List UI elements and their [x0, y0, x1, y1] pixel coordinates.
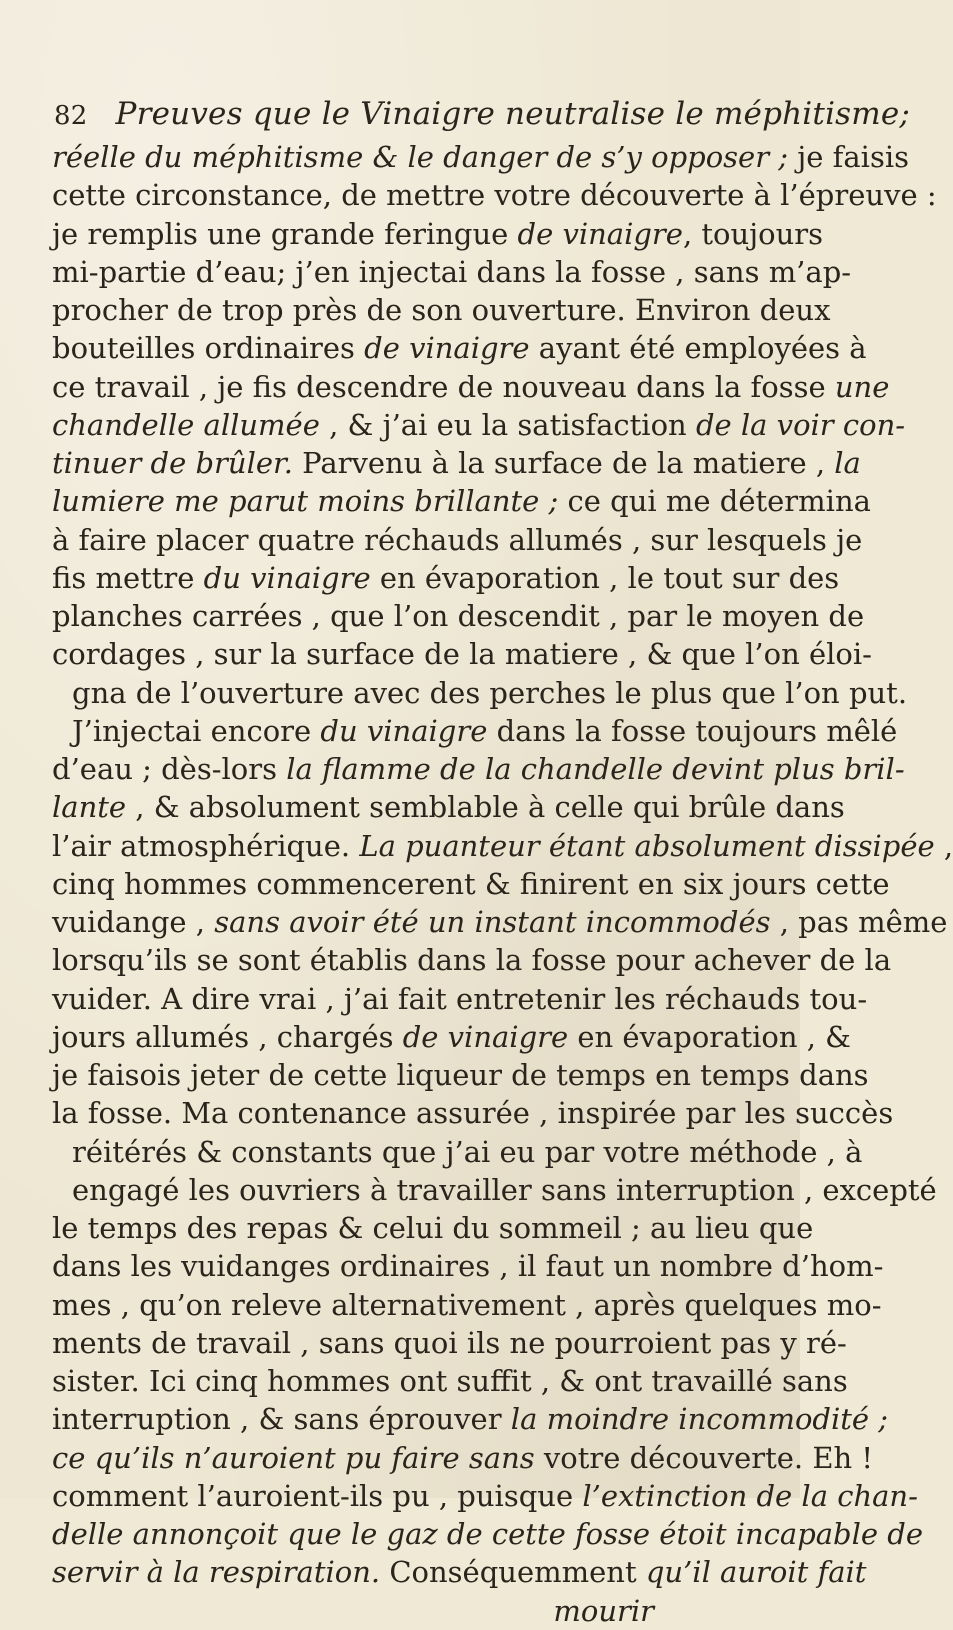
text-segment: je faisois jeter de cette liqueur de temps en temps dans — [52, 1058, 869, 1092]
text-line — [52, 827, 953, 865]
text-segment: lorsqu’ils se sont établis dans la fosse pour achever de la — [52, 943, 892, 978]
text-line — [52, 941, 892, 979]
text-segment: qu’il auroit fait — [645, 1555, 867, 1590]
text-segment: J’injectai encore — [72, 713, 321, 748]
text-line — [52, 138, 909, 176]
text-segment: Parvenu à la surface de la matiere , — [292, 446, 835, 480]
text-segment: l’extinction de la chan- — [582, 1478, 918, 1513]
text-segment: à faire placer quatre réchauds allumés , sur lesquels je — [52, 522, 863, 557]
text-segment: , & j’ai eu la satisfaction — [319, 407, 696, 442]
text-segment: réitérés & constants que j’ai eu par votre méthode , à — [72, 1134, 863, 1169]
text-segment: la moindre incommodité ; — [510, 1402, 889, 1437]
text-line — [52, 1094, 894, 1132]
text-line — [52, 444, 861, 482]
text-segment: lumiere me parut moins brillante ; — [52, 484, 559, 519]
text-line — [52, 750, 905, 788]
text-line — [52, 482, 871, 520]
text-line — [52, 1171, 937, 1209]
text-segment: chandelle allumée — [52, 407, 320, 442]
text-segment: delle annonçoit que le gaz de cette fosse étoit incapable de — [52, 1517, 923, 1551]
text-line — [52, 788, 845, 826]
text-line — [52, 1247, 884, 1285]
text-segment: mi-partie d’eau; j’en injectai dans la fosse , sans m’ap- — [52, 254, 852, 289]
text-segment: engagé les ouvriers à travailler sans interruption , excepté — [72, 1172, 937, 1207]
text-segment: bouteilles ordinaires — [52, 331, 365, 366]
text-segment: le temps des repas & celui du sommeil ; au lieu que — [52, 1211, 814, 1245]
text-segment: cinq hommes commencerent & finirent en six jours cette — [52, 866, 890, 901]
text-line — [52, 1477, 918, 1515]
text-segment: Conséquemment — [380, 1555, 646, 1590]
running-title: Preuves que le Vinaigre neutralise le méphitisme; — [115, 96, 911, 132]
text-segment: de vinaigre — [517, 216, 683, 251]
text-segment: jours allumés , chargés — [52, 1019, 403, 1054]
text-line — [52, 291, 831, 329]
text-segment: cette circonstance, de mettre votre découverte à l’épreuve : — [52, 178, 937, 213]
text-segment: la — [834, 446, 861, 480]
text-segment: de vinaigre — [402, 1019, 569, 1054]
text-line — [52, 1286, 882, 1324]
text-segment: l’air atmosphérique. — [52, 828, 360, 863]
running-header — [54, 96, 910, 132]
text-line — [52, 329, 867, 367]
text-line — [52, 559, 840, 597]
text-segment: en évaporation , & — [568, 1019, 851, 1054]
text-line — [52, 597, 865, 635]
text-segment: dans les vuidanges ordinaires , il faut un nombre d’hom- — [52, 1249, 884, 1284]
text-segment: planches carrées , que l’on descendit , par le moyen de — [52, 599, 865, 633]
page-number: 82 — [54, 101, 88, 131]
text-segment: la flamme de la chandelle devint plus bril- — [286, 752, 905, 786]
text-segment: du vinaigre — [203, 560, 371, 595]
text-line — [52, 253, 852, 291]
text-segment: , — [934, 828, 953, 863]
text-segment: de la voir con- — [695, 407, 906, 442]
text-segment: du vinaigre — [320, 713, 488, 748]
text-segment: la fosse. Ma contenance assurée , inspirée par les succès — [52, 1096, 894, 1131]
text-segment: servir à la respiration. — [52, 1555, 381, 1590]
text-segment: La puanteur étant absolument dissipée — [359, 828, 935, 863]
text-segment: vuider. A dire vrai , j’ai fait entretenir les réchauds tou- — [52, 981, 868, 1016]
text-line — [52, 1209, 814, 1247]
text-segment: comment l’auroient-ils pu , puisque — [52, 1478, 583, 1513]
text-line — [52, 1515, 923, 1553]
text-segment: , & absolument semblable à celle qui brûle dans — [126, 790, 845, 825]
text-line — [52, 215, 824, 253]
text-segment: dans la fosse toujours mêlé — [487, 713, 898, 748]
text-line — [52, 1553, 867, 1591]
text-segment: d’eau ; dès-lors — [52, 752, 287, 786]
text-segment: lante — [52, 790, 127, 825]
text-line — [52, 1018, 851, 1056]
text-segment: votre découverte. Eh ! — [534, 1440, 874, 1475]
text-segment: , pas même — [770, 905, 948, 939]
text-segment: tinuer de brûler. — [52, 446, 293, 480]
text-segment: ments de travail , sans quoi ils ne pourroient pas y ré- — [52, 1325, 847, 1360]
text-segment: ce qui me détermina — [558, 484, 871, 519]
text-line — [52, 865, 890, 903]
text-line — [52, 406, 906, 444]
text-line — [52, 903, 948, 941]
text-segment: je faisis — [788, 140, 909, 174]
text-line — [52, 674, 908, 712]
text-line — [52, 1324, 847, 1362]
text-segment: gna de l’ouverture avec des perches le plus que l’on put. — [72, 675, 908, 710]
text-line — [52, 1362, 848, 1400]
text-segment: une — [834, 369, 890, 404]
text-segment: ayant été employées à — [529, 331, 867, 366]
text-line — [52, 712, 898, 750]
text-segment: fis mettre — [52, 560, 204, 595]
text-segment: ce travail , je fis descendre de nouveau dans la fosse — [52, 369, 835, 404]
text-line — [52, 1439, 874, 1477]
text-line — [52, 1400, 889, 1438]
text-segment: interruption , & sans éprouver — [52, 1402, 511, 1437]
text-line — [52, 1056, 869, 1094]
text-segment: mes , qu’on releve alternativement , après quelques mo- — [52, 1287, 882, 1322]
text-segment: réelle du méphitisme & le danger de s’y opposer ; — [52, 140, 789, 174]
text-line — [52, 176, 937, 214]
body-text — [52, 138, 953, 1630]
text-segment: de vinaigre — [364, 331, 530, 366]
text-segment: cordages , sur la surface de la matiere , & que l’on éloi- — [52, 637, 872, 672]
text-segment: mourir — [553, 1593, 654, 1628]
text-segment: en évaporation , le tout sur des — [370, 560, 840, 595]
text-segment: procher de trop près de son ouverture. Environ deux — [52, 293, 831, 327]
text-line — [52, 521, 863, 559]
text-segment: sister. Ici cinq hommes ont suffit , & ont travaillé sans — [52, 1364, 848, 1398]
text-line — [52, 1592, 772, 1630]
text-segment: , toujours — [682, 216, 824, 251]
text-segment: vuidange , — [52, 905, 215, 939]
text-line — [52, 980, 868, 1018]
text-segment: ce qu’ils n’auroient pu faire sans — [52, 1440, 535, 1475]
text-segment: je remplis une grande feringue — [52, 216, 518, 251]
text-line — [52, 368, 890, 406]
text-line — [52, 1133, 863, 1171]
text-segment: sans avoir été un instant incommodés — [214, 905, 771, 939]
text-line — [52, 635, 872, 673]
